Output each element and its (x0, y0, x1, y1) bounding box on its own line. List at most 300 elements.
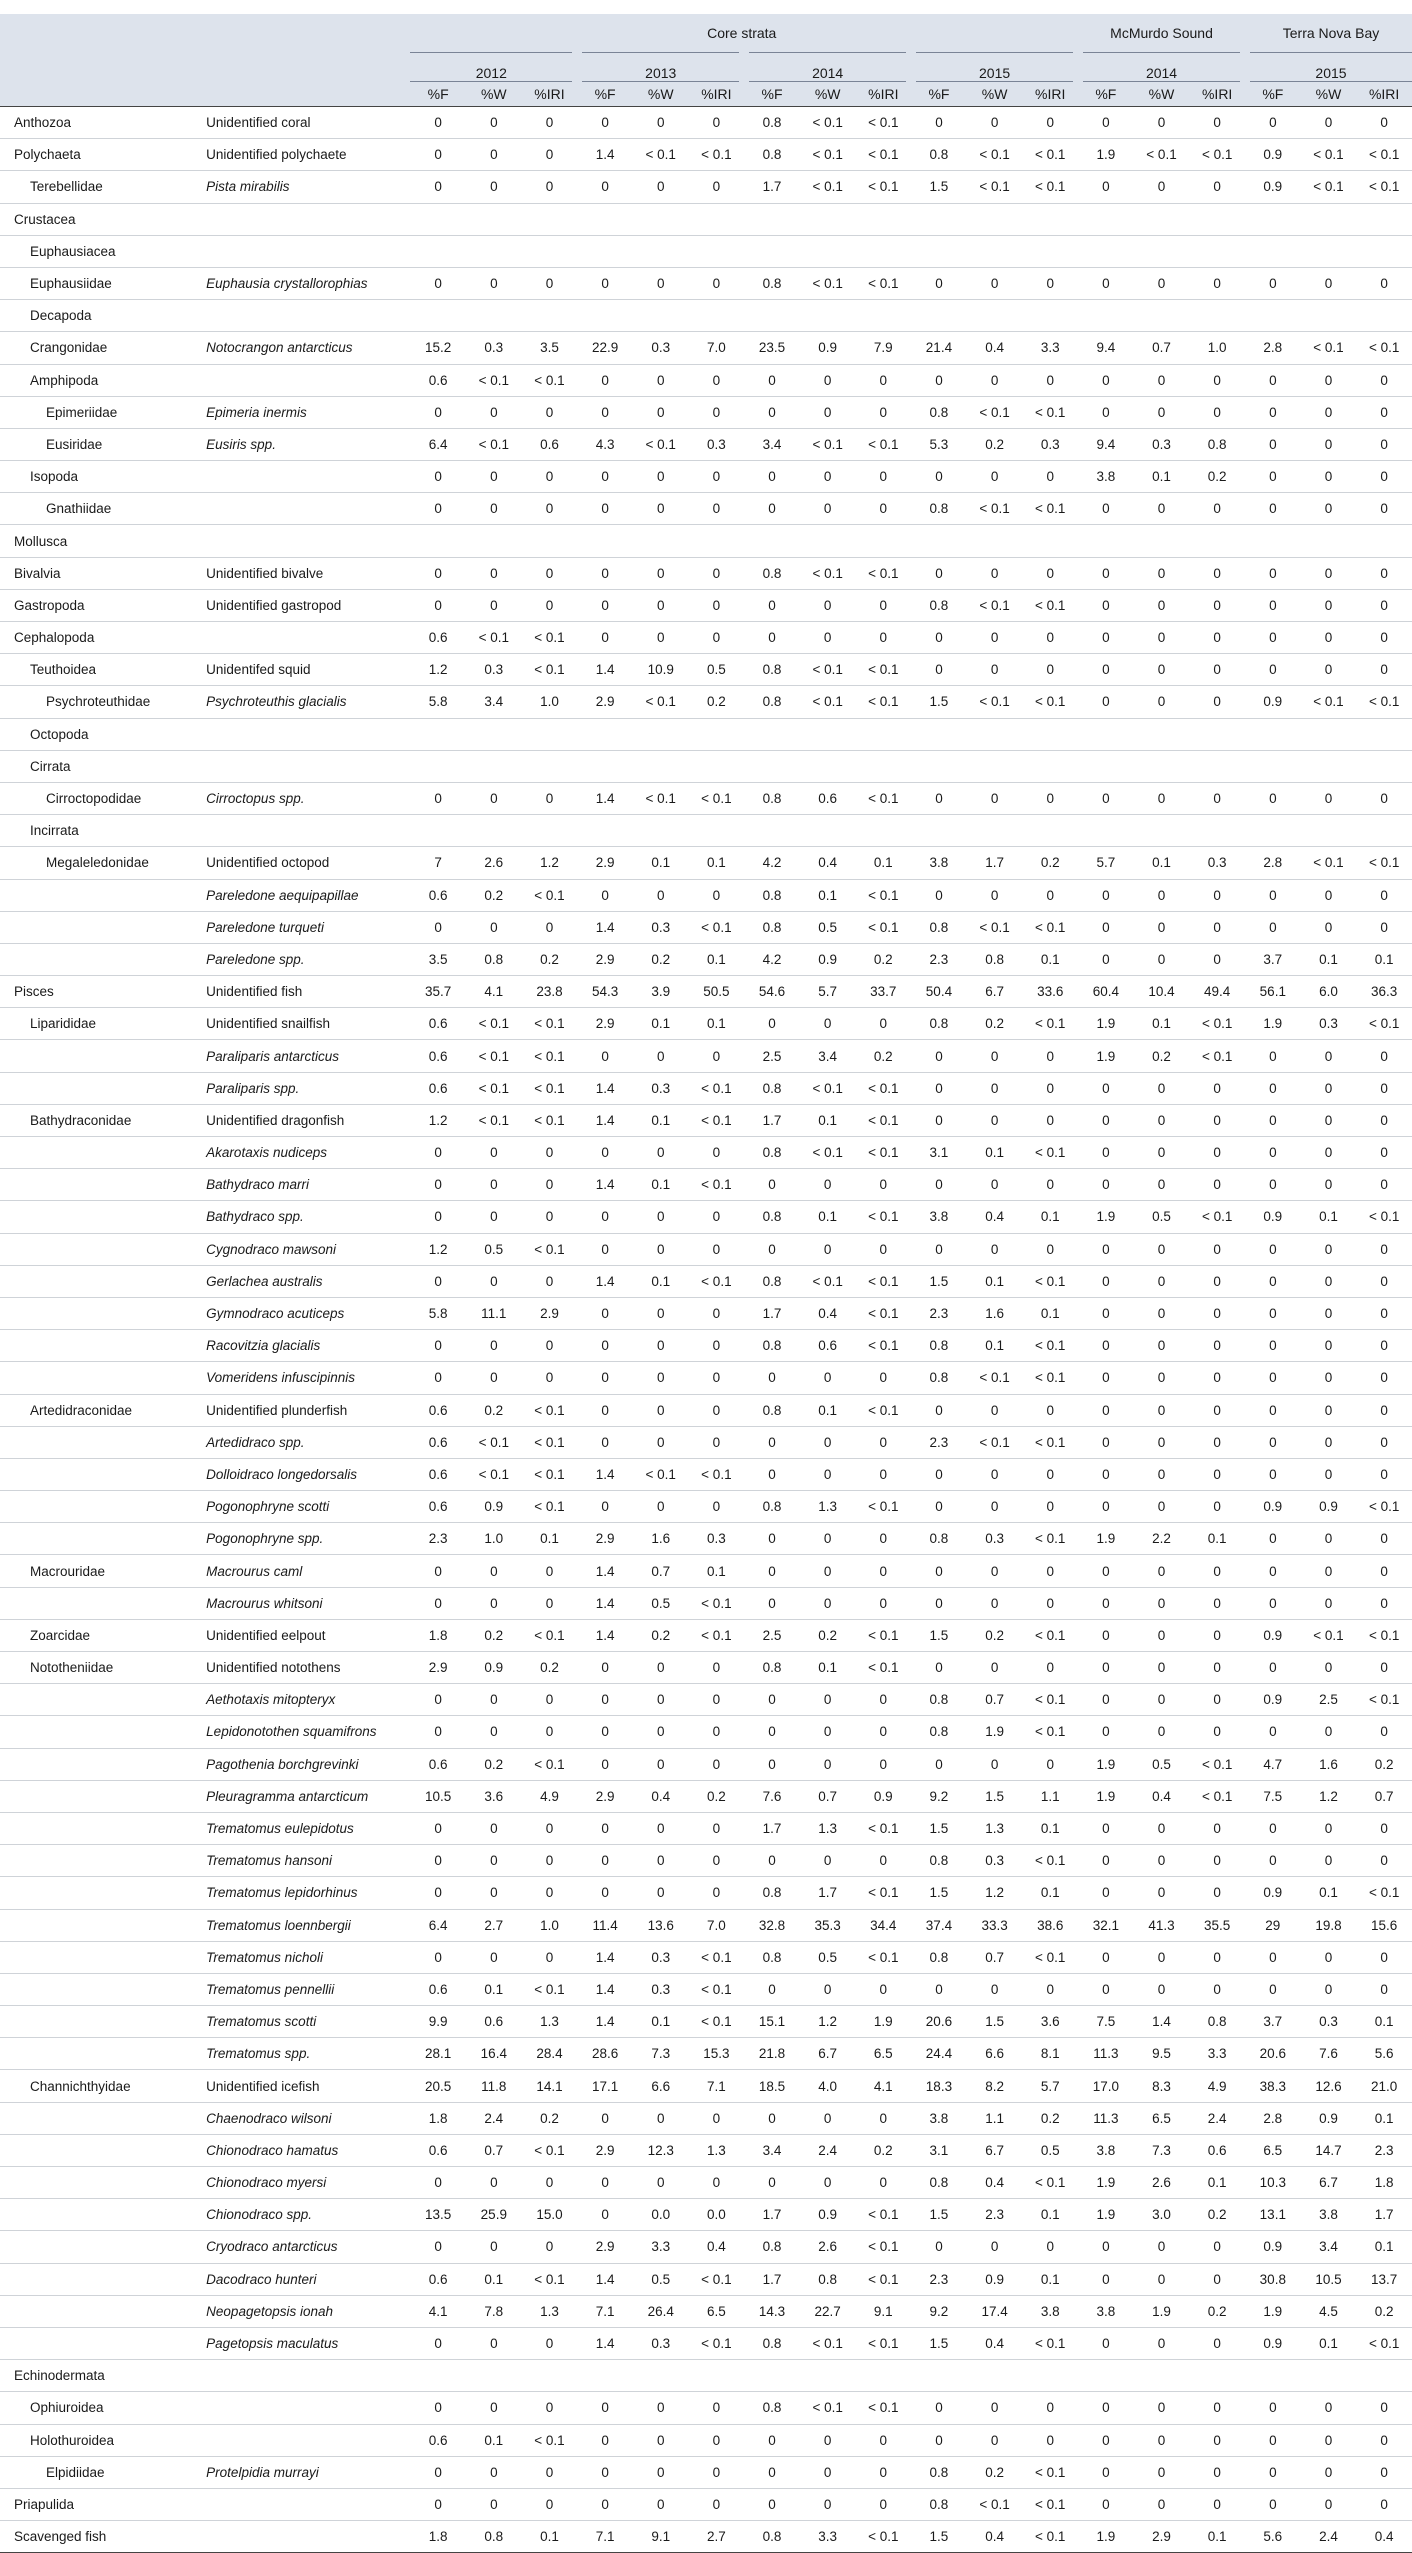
value-cell: 0 (1134, 1973, 1190, 2005)
value-cell: 1.8 (410, 2521, 466, 2553)
value-cell (911, 2360, 967, 2392)
value-cell: 6.6 (967, 2038, 1023, 2070)
value-cell: 0 (800, 1523, 856, 1555)
value-cell: 0 (1356, 1233, 1412, 1265)
value-cell: 0 (1301, 1523, 1357, 1555)
value-cell: < 0.1 (689, 1169, 745, 1201)
taxon-cell: Crustacea (0, 203, 190, 235)
value-cell (577, 203, 633, 235)
value-cell: 3.1 (911, 1137, 967, 1169)
header-blank-taxon (0, 14, 190, 53)
value-cell: 0 (855, 622, 911, 654)
value-cell: 0 (1078, 1973, 1134, 2005)
value-cell: 0 (1301, 2488, 1357, 2520)
value-cell: 0.3 (633, 1973, 689, 2005)
value-cell (800, 203, 856, 235)
table-row (0, 525, 1412, 557)
value-cell: 0 (1134, 1877, 1190, 1909)
value-cell: 0 (800, 2167, 856, 2199)
taxon-cell: Channichthyidae (0, 2070, 190, 2102)
value-cell: 0.2 (1189, 461, 1245, 493)
value-cell: 0 (1134, 1845, 1190, 1877)
value-cell: 0 (1078, 107, 1134, 139)
table-row (0, 976, 1412, 1008)
value-cell: 0 (633, 2392, 689, 2424)
value-cell: 0 (410, 107, 466, 139)
value-cell: 3.0 (1134, 2199, 1190, 2231)
value-cell: 0 (1134, 1297, 1190, 1329)
species-cell: Trematomus pennellii (190, 1973, 410, 2005)
value-cell: 0 (1022, 1973, 1078, 2005)
value-cell: 7.6 (744, 1780, 800, 1812)
value-cell: 0 (1356, 654, 1412, 686)
value-cell: 7.1 (689, 2070, 745, 2102)
value-cell: < 0.1 (466, 1040, 522, 1072)
value-cell: 9.2 (911, 2295, 967, 2327)
value-cell: 0.1 (1301, 2327, 1357, 2359)
value-cell: 0 (577, 1684, 633, 1716)
value-cell: 0 (1078, 1072, 1134, 1104)
table-row (0, 1394, 1412, 1426)
value-cell: 0.8 (967, 943, 1023, 975)
value-cell (522, 2360, 578, 2392)
value-cell: 0 (1022, 1458, 1078, 1490)
value-cell: 0 (689, 1812, 745, 1844)
value-cell (1301, 203, 1357, 235)
value-cell: 0 (689, 2167, 745, 2199)
value-cell: 0.3 (633, 1941, 689, 1973)
taxon-cell (0, 2295, 190, 2327)
taxon-cell: Decapoda (0, 300, 190, 332)
value-cell: 2.9 (577, 943, 633, 975)
value-cell: 1.0 (1189, 332, 1245, 364)
table-row (0, 1330, 1412, 1362)
value-cell: 0 (744, 2424, 800, 2456)
value-cell: 9.4 (1078, 428, 1134, 460)
value-cell: 0 (577, 364, 633, 396)
value-cell: 1.3 (522, 2006, 578, 2038)
value-cell: 0 (1189, 1845, 1245, 1877)
species-cell (190, 300, 410, 332)
value-cell (855, 2360, 911, 2392)
value-cell: 0 (1301, 1845, 1357, 1877)
value-cell: 29 (1245, 1909, 1301, 1941)
value-cell: 1.2 (410, 654, 466, 686)
value-cell: 0 (1356, 1330, 1412, 1362)
value-cell (967, 203, 1023, 235)
value-cell: 0.4 (967, 1201, 1023, 1233)
value-cell: 0.0 (689, 2199, 745, 2231)
value-cell: 0 (633, 589, 689, 621)
value-cell (1078, 203, 1134, 235)
value-cell: < 0.1 (967, 2488, 1023, 2520)
value-cell: 11.3 (1078, 2038, 1134, 2070)
value-cell: 0 (1022, 1491, 1078, 1523)
value-cell: 0.2 (967, 2456, 1023, 2488)
value-cell: 0.4 (800, 847, 856, 879)
value-cell: < 0.1 (800, 139, 856, 171)
value-cell: < 0.1 (689, 782, 745, 814)
value-cell: < 0.1 (800, 171, 856, 203)
value-cell: 0 (1134, 943, 1190, 975)
value-cell (744, 2360, 800, 2392)
value-cell: 0 (1245, 1941, 1301, 1973)
header-blank-species (190, 14, 410, 53)
value-cell: 0 (1189, 2263, 1245, 2295)
value-cell: 0 (911, 622, 967, 654)
value-cell: 0.9 (1245, 1491, 1301, 1523)
value-cell: 30.8 (1245, 2263, 1301, 2295)
value-cell: 1.3 (800, 1491, 856, 1523)
value-cell: 0.1 (1189, 1523, 1245, 1555)
value-cell: < 0.1 (1022, 1008, 1078, 1040)
value-cell: 0.3 (633, 2327, 689, 2359)
value-cell: 0 (1356, 557, 1412, 589)
value-cell: 0.8 (744, 1394, 800, 1426)
value-cell: 0 (689, 2424, 745, 2456)
diet-composition-table (0, 14, 1412, 2553)
value-cell: 0 (1078, 911, 1134, 943)
value-cell: 1.9 (1078, 1523, 1134, 1555)
value-cell (1189, 750, 1245, 782)
value-cell: 0 (967, 622, 1023, 654)
value-cell: 0 (911, 2392, 967, 2424)
value-cell: 0 (410, 396, 466, 428)
value-cell: 0 (855, 2488, 911, 2520)
value-cell: < 0.1 (967, 139, 1023, 171)
value-cell: 0 (410, 911, 466, 943)
value-cell: 21.4 (911, 332, 967, 364)
value-cell: < 0.1 (522, 879, 578, 911)
value-cell: 0 (1356, 1716, 1412, 1748)
value-cell: < 0.1 (967, 1362, 1023, 1394)
value-cell: 23.5 (744, 332, 800, 364)
taxon-cell: Zoarcidae (0, 1619, 190, 1651)
value-cell: 0 (633, 1877, 689, 1909)
value-cell (967, 235, 1023, 267)
value-cell: 0 (1356, 1265, 1412, 1297)
value-cell: 0 (1356, 879, 1412, 911)
species-cell (190, 461, 410, 493)
value-cell (1189, 718, 1245, 750)
value-cell: 0 (911, 1491, 967, 1523)
species-cell: Unidentified eelpout (190, 1619, 410, 1651)
value-cell: 1.4 (577, 654, 633, 686)
value-cell: 0.9 (1245, 1877, 1301, 1909)
value-cell: 0 (1189, 1619, 1245, 1651)
value-cell: 0.1 (689, 847, 745, 879)
table-row (0, 171, 1412, 203)
value-cell: 0 (1245, 622, 1301, 654)
value-cell: 2.5 (744, 1619, 800, 1651)
value-cell: 10.5 (1301, 2263, 1357, 2295)
value-cell: 0 (855, 1973, 911, 2005)
value-cell: 0.3 (633, 332, 689, 364)
value-cell: 0 (633, 1652, 689, 1684)
value-cell: 2.2 (1134, 1523, 1190, 1555)
taxon-cell (0, 1072, 190, 1104)
value-cell: 0 (1301, 1330, 1357, 1362)
value-cell (744, 203, 800, 235)
value-cell: 0.3 (633, 1072, 689, 1104)
value-cell: 6.7 (967, 976, 1023, 1008)
value-cell: 0 (1301, 782, 1357, 814)
value-cell: 0 (689, 2456, 745, 2488)
value-cell: 0.8 (744, 557, 800, 589)
value-cell: 0 (1189, 686, 1245, 718)
value-cell: 0.7 (466, 2134, 522, 2166)
value-cell: < 0.1 (800, 654, 856, 686)
value-cell (633, 300, 689, 332)
table-row (0, 2295, 1412, 2327)
value-cell: 1.7 (744, 2263, 800, 2295)
value-cell: 0 (466, 1137, 522, 1169)
species-cell: Unidentified notothens (190, 1652, 410, 1684)
value-cell: 0 (1022, 107, 1078, 139)
value-cell (1134, 525, 1190, 557)
value-cell: 0 (1356, 1169, 1412, 1201)
value-cell: 0 (967, 461, 1023, 493)
value-cell: 0 (1245, 1523, 1301, 1555)
value-cell: 0 (689, 1233, 745, 1265)
value-cell: 1.0 (522, 1909, 578, 1941)
value-cell: 0.3 (466, 654, 522, 686)
value-cell: 2.6 (466, 847, 522, 879)
value-cell: 0.2 (689, 1780, 745, 1812)
value-cell: 0.1 (1134, 847, 1190, 879)
value-cell: 7.5 (1078, 2006, 1134, 2038)
value-cell: 0.8 (744, 267, 800, 299)
header-metric: %F (744, 82, 800, 107)
value-cell (1301, 815, 1357, 847)
value-cell: 0.5 (1134, 1201, 1190, 1233)
value-cell: < 0.1 (1022, 1137, 1078, 1169)
value-cell: 0 (1356, 428, 1412, 460)
value-cell (1078, 300, 1134, 332)
value-cell: 0 (1189, 1684, 1245, 1716)
table-row (0, 235, 1412, 267)
value-cell: 34.4 (855, 1909, 911, 1941)
value-cell: 1.4 (577, 1587, 633, 1619)
value-cell: 0 (689, 396, 745, 428)
value-cell: 0 (466, 2456, 522, 2488)
species-cell (190, 815, 410, 847)
value-cell: < 0.1 (855, 2327, 911, 2359)
value-cell: 0 (1301, 1426, 1357, 1458)
table-row (0, 1845, 1412, 1877)
value-cell: 0 (1301, 589, 1357, 621)
value-cell: 0 (744, 1845, 800, 1877)
value-cell: 0 (633, 2456, 689, 2488)
value-cell: 0 (1245, 2456, 1301, 2488)
value-cell: 3.3 (800, 2521, 856, 2553)
value-cell (522, 235, 578, 267)
value-cell: 0 (967, 1491, 1023, 1523)
value-cell: < 0.1 (522, 1458, 578, 1490)
table-row (0, 1491, 1412, 1523)
value-cell (633, 203, 689, 235)
value-cell: 0.8 (1189, 428, 1245, 460)
value-cell: 0 (1078, 2231, 1134, 2263)
value-cell: 0 (1301, 1297, 1357, 1329)
value-cell: 0 (633, 396, 689, 428)
value-cell: 0 (1301, 428, 1357, 460)
value-cell: 13.1 (1245, 2199, 1301, 2231)
value-cell: < 0.1 (855, 139, 911, 171)
table-row (0, 2231, 1412, 2263)
value-cell: < 0.1 (800, 1265, 856, 1297)
value-cell: < 0.1 (1356, 1684, 1412, 1716)
value-cell: < 0.1 (1189, 1040, 1245, 1072)
value-cell: < 0.1 (855, 1330, 911, 1362)
value-cell: 0 (1245, 2392, 1301, 2424)
value-cell: 0 (577, 2167, 633, 2199)
value-cell: 14.3 (744, 2295, 800, 2327)
value-cell: 0 (1022, 1104, 1078, 1136)
value-cell: 0.1 (967, 1265, 1023, 1297)
value-cell: 3.8 (1301, 2199, 1357, 2231)
value-cell: 1.6 (967, 1297, 1023, 1329)
value-cell: 0 (744, 2167, 800, 2199)
header-metric: %F (410, 82, 466, 107)
value-cell: 0 (1134, 1104, 1190, 1136)
value-cell: 10.9 (633, 654, 689, 686)
table-row (0, 2456, 1412, 2488)
value-cell: 0 (855, 1748, 911, 1780)
table-row (0, 2134, 1412, 2166)
value-cell: 0.8 (800, 2263, 856, 2295)
value-cell: 0 (1134, 1619, 1190, 1651)
value-cell: 2.8 (1245, 847, 1301, 879)
value-cell: 0 (522, 493, 578, 525)
species-cell: Pareledone aequipapillae (190, 879, 410, 911)
value-cell (800, 300, 856, 332)
value-cell: 0.8 (744, 686, 800, 718)
value-cell: 0 (466, 493, 522, 525)
table-row (0, 2070, 1412, 2102)
value-cell: 0 (1245, 2488, 1301, 2520)
value-cell: 0 (1078, 1845, 1134, 1877)
value-cell: 0 (1189, 1072, 1245, 1104)
value-cell: 1.3 (800, 1812, 856, 1844)
species-cell: Psychroteuthis glacialis (190, 686, 410, 718)
value-cell: 0.1 (967, 1137, 1023, 1169)
value-cell: 0.2 (967, 1619, 1023, 1651)
value-cell: 15.3 (689, 2038, 745, 2070)
value-cell: 1.4 (577, 1072, 633, 1104)
value-cell: 0.9 (967, 2263, 1023, 2295)
value-cell: 0 (1301, 1040, 1357, 1072)
value-cell: 0.1 (1189, 2167, 1245, 2199)
value-cell: 0 (911, 1748, 967, 1780)
value-cell: 7.1 (577, 2295, 633, 2327)
value-cell: 0 (466, 1684, 522, 1716)
value-cell (855, 525, 911, 557)
species-cell: Bathydraco spp. (190, 1201, 410, 1233)
value-cell (855, 300, 911, 332)
value-cell: 2.4 (800, 2134, 856, 2166)
species-cell: Trematomus spp. (190, 2038, 410, 2070)
value-cell (1301, 750, 1357, 782)
value-cell: 0.1 (633, 1008, 689, 1040)
species-cell: Racovitzia glacialis (190, 1330, 410, 1362)
table-row (0, 1040, 1412, 1072)
value-cell: 20.6 (1245, 2038, 1301, 2070)
value-cell (1078, 815, 1134, 847)
value-cell: 0.1 (1301, 943, 1357, 975)
value-cell: 1.4 (577, 1169, 633, 1201)
value-cell: 0 (410, 2392, 466, 2424)
value-cell: 1.5 (967, 1780, 1023, 1812)
value-cell: 0.4 (800, 1297, 856, 1329)
value-cell: 0.1 (689, 1008, 745, 1040)
table-row (0, 364, 1412, 396)
value-cell (466, 750, 522, 782)
value-cell: 0.6 (410, 1458, 466, 1490)
value-cell: 0 (1189, 2327, 1245, 2359)
value-cell: 0 (577, 1845, 633, 1877)
value-cell: 0 (1134, 622, 1190, 654)
value-cell: 0 (1356, 2488, 1412, 2520)
value-cell: 21.0 (1356, 2070, 1412, 2102)
value-cell: < 0.1 (855, 1104, 911, 1136)
value-cell: 0 (1189, 1233, 1245, 1265)
value-cell: 0 (522, 2167, 578, 2199)
value-cell: 0 (1189, 654, 1245, 686)
species-cell (190, 718, 410, 750)
table-row (0, 2038, 1412, 2070)
value-cell: 0 (1245, 557, 1301, 589)
value-cell: 0.1 (1022, 1812, 1078, 1844)
species-cell: Trematomus lepidorhinus (190, 1877, 410, 1909)
value-cell: < 0.1 (1356, 686, 1412, 718)
value-cell: 1.0 (466, 1523, 522, 1555)
header-year: 2014 (744, 53, 911, 82)
value-cell: 0 (522, 2488, 578, 2520)
table-row (0, 107, 1412, 139)
value-cell: 1.4 (577, 1619, 633, 1651)
value-cell: 15.0 (522, 2199, 578, 2231)
value-cell: 0 (911, 107, 967, 139)
value-cell: 0 (1134, 654, 1190, 686)
value-cell: 0 (1245, 1265, 1301, 1297)
value-cell: 0 (1134, 1426, 1190, 1458)
value-cell: 0.7 (800, 1780, 856, 1812)
value-cell: 0 (744, 2456, 800, 2488)
value-cell: 8.3 (1134, 2070, 1190, 2102)
value-cell: 0.9 (1301, 1491, 1357, 1523)
value-cell: 4.5 (1301, 2295, 1357, 2327)
value-cell (577, 750, 633, 782)
value-cell: 0 (1356, 461, 1412, 493)
value-cell (1245, 815, 1301, 847)
value-cell: < 0.1 (1356, 1201, 1412, 1233)
species-cell: Akarotaxis nudiceps (190, 1137, 410, 1169)
value-cell: 3.4 (466, 686, 522, 718)
value-cell: 0 (466, 461, 522, 493)
value-cell: 0 (1245, 1555, 1301, 1587)
taxon-cell (0, 1265, 190, 1297)
value-cell: 0 (1356, 1458, 1412, 1490)
species-cell (190, 2424, 410, 2456)
species-cell: Notocrangon antarcticus (190, 332, 410, 364)
value-cell (967, 300, 1023, 332)
value-cell (410, 525, 466, 557)
value-cell: 0 (1189, 2392, 1245, 2424)
value-cell: 0 (1134, 2456, 1190, 2488)
value-cell: 5.8 (410, 1297, 466, 1329)
value-cell: < 0.1 (1356, 2327, 1412, 2359)
